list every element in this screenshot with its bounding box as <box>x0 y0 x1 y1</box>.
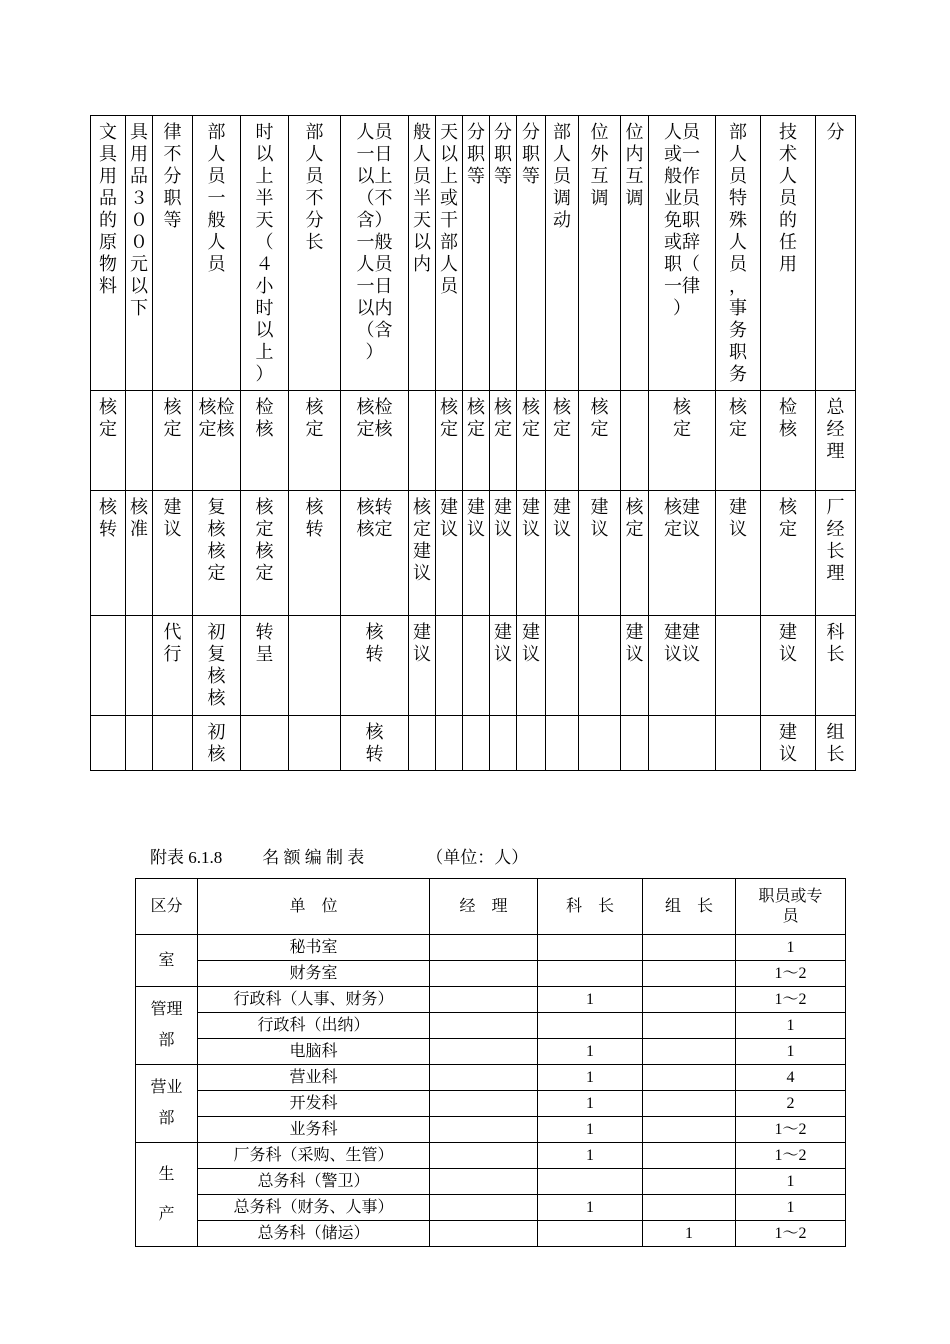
count-cell <box>430 1221 538 1247</box>
count-cell: 1 <box>538 1091 643 1117</box>
matrix-cell: 核定建议 <box>409 491 436 616</box>
count-cell <box>430 961 538 987</box>
matrix-cell: 转呈 <box>241 616 289 716</box>
matrix-cell: 核定 <box>546 391 579 491</box>
quota-table <box>135 878 846 1247</box>
quota-row <box>136 1091 846 1117</box>
matrix-cell <box>621 391 649 491</box>
matrix-cell <box>126 616 153 716</box>
matrix-cell: 核检定核 <box>341 391 409 491</box>
matrix-cell: 核定核定 <box>241 491 289 616</box>
quota-row <box>136 1169 846 1195</box>
count-cell <box>643 1143 736 1169</box>
matrix-cell: 建议 <box>761 616 816 716</box>
matrix-cell: 建议 <box>463 491 490 616</box>
matrix-cell <box>289 616 341 716</box>
matrix-header-cell: 分职等 <box>490 116 517 391</box>
unit-cell: 营业科 <box>198 1065 430 1091</box>
matrix-cell: 核定 <box>716 391 761 491</box>
count-cell: 1 <box>538 1117 643 1143</box>
count-cell <box>643 1117 736 1143</box>
matrix-cell: 核定 <box>517 391 546 491</box>
matrix-cell <box>716 616 761 716</box>
matrix-cell: 核检定核 <box>193 391 241 491</box>
matrix-cell: 复核核定 <box>193 491 241 616</box>
matrix-cell: 检核 <box>761 391 816 491</box>
matrix-cell: 核转 <box>341 716 409 771</box>
matrix-cell: 核定 <box>490 391 517 491</box>
count-cell: 1 <box>736 1169 846 1195</box>
matrix-cell: 建议 <box>517 491 546 616</box>
unit-cell: 行政科（人事、财务） <box>198 987 430 1013</box>
matrix-cell: 建议 <box>517 616 546 716</box>
matrix-header-cell: 人员一日以上（不含）一般人员一日以内（含） <box>341 116 409 391</box>
quota-row <box>136 935 846 961</box>
matrix-cell <box>436 616 463 716</box>
matrix-header-cell: 分职等 <box>517 116 546 391</box>
matrix-cell: 核转 <box>341 616 409 716</box>
count-cell: 1 <box>643 1221 736 1247</box>
matrix-cell <box>517 716 546 771</box>
quota-row <box>136 1143 846 1169</box>
unit-cell: 业务科 <box>198 1117 430 1143</box>
count-cell <box>430 1039 538 1065</box>
count-cell: 1～2 <box>736 1221 846 1247</box>
matrix-cell <box>621 716 649 771</box>
caption-ref: 附表 6.1.8 <box>150 848 223 867</box>
matrix-cell <box>91 616 126 716</box>
matrix-cell: 核准 <box>126 491 153 616</box>
matrix-cell: 核定 <box>153 391 193 491</box>
count-cell: 1～2 <box>736 987 846 1013</box>
matrix-header-cell: 位外互调 <box>579 116 621 391</box>
count-cell: 1 <box>736 935 846 961</box>
matrix-cell: 核定 <box>463 391 490 491</box>
unit-cell: 总务科（警卫） <box>198 1169 430 1195</box>
unit-cell: 总务科（储运） <box>198 1221 430 1247</box>
matrix-header-cell: 般人员半天以内 <box>409 116 436 391</box>
matrix-cell <box>579 616 621 716</box>
count-cell <box>538 1013 643 1039</box>
quota-row <box>136 1195 846 1221</box>
count-cell <box>643 1091 736 1117</box>
matrix-cell: 核定 <box>649 391 716 491</box>
count-cell <box>538 961 643 987</box>
caption-unit: （单位：人） <box>426 848 529 867</box>
quota-row <box>136 961 846 987</box>
matrix-cell: 核转 <box>289 491 341 616</box>
quota-header-cell: 经 理 <box>430 879 538 935</box>
count-cell: 1～2 <box>736 1117 846 1143</box>
matrix-header-cell: 人员或一般作业员免职或辞职（一律） <box>649 116 716 391</box>
count-cell <box>430 1091 538 1117</box>
count-cell <box>538 935 643 961</box>
matrix-header-cell: 部人员调动 <box>546 116 579 391</box>
count-cell: 1 <box>538 1143 643 1169</box>
matrix-role-cell: 科长 <box>816 616 856 716</box>
matrix-cell <box>436 716 463 771</box>
count-cell <box>430 1195 538 1221</box>
matrix-cell: 核转核定 <box>341 491 409 616</box>
quota-header-cell: 区分 <box>136 879 198 935</box>
matrix-cell: 建议 <box>579 491 621 616</box>
unit-cell: 开发科 <box>198 1091 430 1117</box>
matrix-cell: 初核 <box>193 716 241 771</box>
count-cell: 1 <box>736 1195 846 1221</box>
count-cell <box>430 1169 538 1195</box>
count-cell: 2 <box>736 1091 846 1117</box>
count-cell: 1 <box>538 1065 643 1091</box>
matrix-cell <box>153 716 193 771</box>
matrix-cell <box>463 616 490 716</box>
matrix-cell <box>289 716 341 771</box>
matrix-cell <box>241 716 289 771</box>
quota-row <box>136 987 846 1013</box>
quota-table-caption <box>150 843 950 868</box>
matrix-header-cell: 部人员一般人员 <box>193 116 241 391</box>
matrix-cell <box>649 716 716 771</box>
matrix-cell: 建议 <box>153 491 193 616</box>
count-cell: 1 <box>538 987 643 1013</box>
matrix-cell <box>91 716 126 771</box>
count-cell: 1 <box>736 1013 846 1039</box>
matrix-cell <box>716 716 761 771</box>
count-cell: 4 <box>736 1065 846 1091</box>
group-label-cell: 营业 部 <box>136 1065 198 1143</box>
group-label-cell: 室 <box>136 935 198 987</box>
count-cell <box>643 1039 736 1065</box>
count-cell <box>643 1169 736 1195</box>
unit-cell: 秘书室 <box>198 935 430 961</box>
matrix-cell <box>126 391 153 491</box>
matrix-cell <box>409 716 436 771</box>
count-cell: 1 <box>736 1039 846 1065</box>
count-cell <box>538 1221 643 1247</box>
matrix-cell <box>463 716 490 771</box>
count-cell <box>643 935 736 961</box>
matrix-cell: 核定 <box>579 391 621 491</box>
quota-row <box>136 1065 846 1091</box>
count-cell: 1～2 <box>736 1143 846 1169</box>
count-cell <box>430 987 538 1013</box>
count-cell <box>643 1195 736 1221</box>
matrix-header-cell: 天以上或干部人员 <box>436 116 463 391</box>
quota-header-cell: 单 位 <box>198 879 430 935</box>
matrix-header-cell: 分职等 <box>463 116 490 391</box>
quota-header-cell: 科 长 <box>538 879 643 935</box>
quota-row <box>136 1221 846 1247</box>
count-cell <box>430 1117 538 1143</box>
matrix-cell <box>546 716 579 771</box>
group-label-cell: 生 产 <box>136 1143 198 1247</box>
unit-cell: 总务科（财务、人事） <box>198 1195 430 1221</box>
matrix-row <box>91 616 856 716</box>
count-cell <box>643 1013 736 1039</box>
matrix-header-cell: 位内互调 <box>621 116 649 391</box>
matrix-role-cell: 总经理 <box>816 391 856 491</box>
quota-row <box>136 1039 846 1065</box>
matrix-cell <box>546 616 579 716</box>
matrix-cell: 建议 <box>436 491 463 616</box>
unit-cell: 厂务科（采购、生管） <box>198 1143 430 1169</box>
matrix-cell: 建议 <box>409 616 436 716</box>
count-cell <box>430 1065 538 1091</box>
matrix-cell: 建议 <box>716 491 761 616</box>
count-cell <box>538 1169 643 1195</box>
unit-cell: 行政科（出纳） <box>198 1013 430 1039</box>
quota-header-cell: 职员或专员 <box>736 879 846 935</box>
matrix-cell <box>126 716 153 771</box>
count-cell <box>643 1065 736 1091</box>
matrix-header-cell: 律不分职等 <box>153 116 193 391</box>
matrix-cell: 核转 <box>91 491 126 616</box>
count-cell <box>430 935 538 961</box>
matrix-cell: 核定 <box>289 391 341 491</box>
matrix-header-cell: 具用品３００元以下 <box>126 116 153 391</box>
quota-row <box>136 1117 846 1143</box>
matrix-cell: 建议 <box>490 491 517 616</box>
matrix-cell: 建议 <box>490 616 517 716</box>
matrix-role-cell: 组长 <box>816 716 856 771</box>
matrix-cell: 核定 <box>436 391 463 491</box>
matrix-cell: 建建议议 <box>649 616 716 716</box>
matrix-cell <box>409 391 436 491</box>
matrix-header-cell: 文具用品的原物料 <box>91 116 126 391</box>
matrix-cell <box>490 716 517 771</box>
count-cell: 1 <box>538 1195 643 1221</box>
matrix-cell: 核定 <box>91 391 126 491</box>
matrix-cell: 代行 <box>153 616 193 716</box>
authority-matrix-table <box>90 115 856 771</box>
matrix-cell: 初复核核 <box>193 616 241 716</box>
matrix-cell: 建议 <box>621 616 649 716</box>
matrix-cell: 核定 <box>761 491 816 616</box>
matrix-cell: 核建定议 <box>649 491 716 616</box>
count-cell <box>430 1013 538 1039</box>
count-cell <box>430 1143 538 1169</box>
count-cell <box>643 987 736 1013</box>
matrix-header-cell: 部人员特殊人员，事务职务 <box>716 116 761 391</box>
caption-title: 名 额 编 制 表 <box>262 848 365 867</box>
quota-row <box>136 1013 846 1039</box>
matrix-header-cell: 分 <box>816 116 856 391</box>
matrix-header-cell: 技术人员的任用 <box>761 116 816 391</box>
matrix-header-cell: 部人员不分长 <box>289 116 341 391</box>
matrix-cell: 检核 <box>241 391 289 491</box>
count-cell: 1～2 <box>736 961 846 987</box>
quota-header-cell: 组 长 <box>643 879 736 935</box>
matrix-cell <box>579 716 621 771</box>
matrix-row <box>91 716 856 771</box>
unit-cell: 财务室 <box>198 961 430 987</box>
matrix-role-cell: 厂经长理 <box>816 491 856 616</box>
group-label-cell: 管理 部 <box>136 987 198 1065</box>
count-cell <box>643 961 736 987</box>
matrix-cell: 建议 <box>761 716 816 771</box>
matrix-cell: 核定 <box>621 491 649 616</box>
count-cell: 1 <box>538 1039 643 1065</box>
matrix-header-cell: 时以上半天（４小时以上） <box>241 116 289 391</box>
matrix-cell: 建议 <box>546 491 579 616</box>
matrix-row <box>91 391 856 491</box>
unit-cell: 电脑科 <box>198 1039 430 1065</box>
matrix-row <box>91 491 856 616</box>
